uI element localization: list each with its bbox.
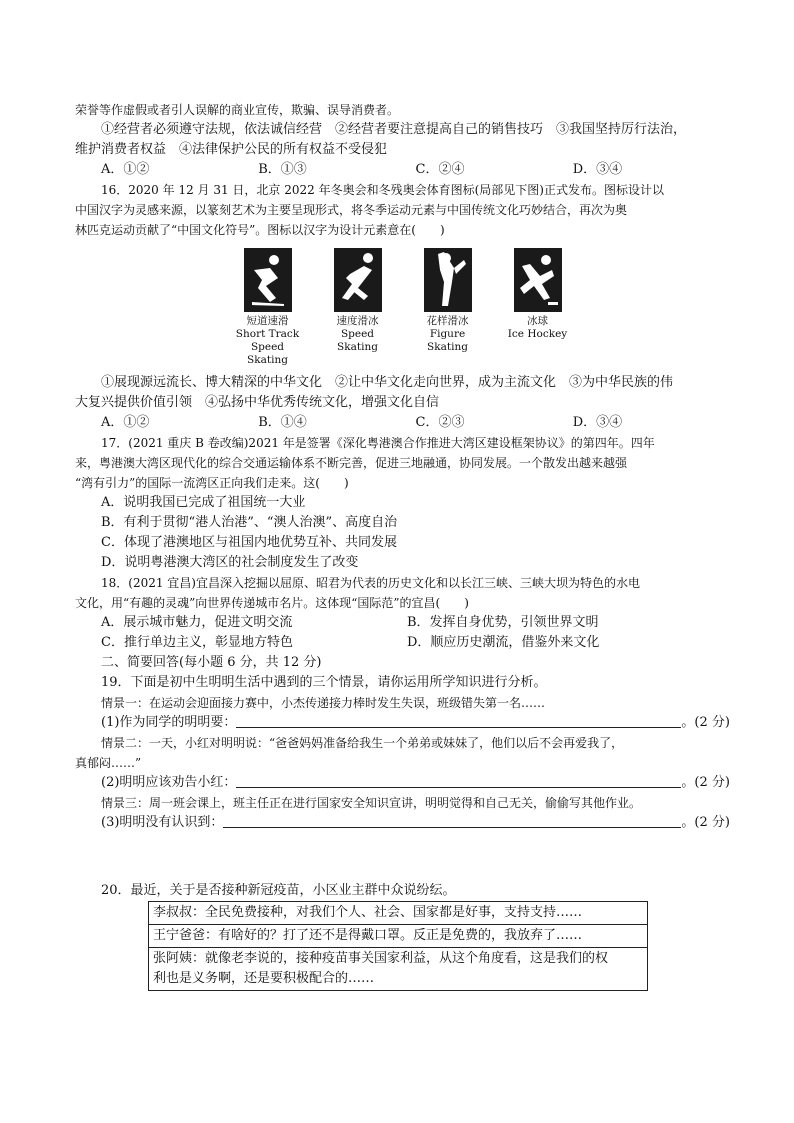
table-row xyxy=(149,925,648,948)
q19-score2: 。(2 分) xyxy=(681,775,730,790)
q15-statement-line2: 维护消费者权益 ④法律保护公民的所有权益不受侵犯 xyxy=(75,142,388,157)
q15-statement-line1: ①经营者必须遵守法规，依法诚信经营 ②经营者要注意提高自己的销售技巧 ③我国坚持厉行法治， xyxy=(101,122,687,137)
icon-label-cn: 花样滑冰 xyxy=(426,315,469,327)
q18-option-b[interactable]: B．发挥自身优势，引领世界文明 xyxy=(407,615,599,630)
table-row xyxy=(149,948,648,991)
q17-stem-line2: 来，粤港澳大湾区现代化的综合交通运输体系不断完善，促进三地融通，协同发展。一个散发出越来越强 xyxy=(75,456,628,470)
icon-label-en: Ice Hockey xyxy=(507,328,568,340)
q16-stem-line1: 16．2020 年 12 月 31 日，北京 2022 年冬奥会和冬残奥会体育图标(局部见下图)正式发布。图标设计以 xyxy=(101,183,664,197)
q17-stem-line1: 17．(2021 重庆 B 卷改编)2021 年是签署《深化粤港澳合作推进大湾区建设框架协议》的第四年。四年 xyxy=(101,436,655,450)
ice-hockey-icon xyxy=(514,248,562,312)
q15-option-c[interactable]: C．②④ xyxy=(415,162,465,177)
q18-option-c[interactable]: C．推行单边主义，彰显地方特色 xyxy=(101,635,293,650)
q16-option-c[interactable]: C．②③ xyxy=(415,415,465,430)
q19-intro: 19．下面是初中生明明生活中遇到的三个情景，请你运用所学知识进行分析。 xyxy=(101,675,547,690)
section-title: 二、简要回答(每小题 6 分，共 12 分) xyxy=(101,655,322,670)
q17-option-a[interactable]: A．说明我国已完成了祖国统一大业 xyxy=(101,495,306,510)
q19-answer-blank2[interactable] xyxy=(236,773,681,788)
q18-stem-line2: 文化，用“有趣的灵魂”向世界传递城市名片。这体现“国际范”的宜昌( ) xyxy=(75,596,469,610)
icon-label-en-2: Speed Skating xyxy=(247,341,288,366)
q16-stem-line3: 林匹克运动贡献了“中国文化符号”。图标以汉字为设计元素意在( ) xyxy=(75,223,445,237)
q19-answer-blank3[interactable] xyxy=(223,813,681,828)
q20-intro: 20．最近，关于是否接种新冠疫苗，小区业主群中众说纷纭。 xyxy=(101,883,456,898)
icon-label-cn: 短道速滑 xyxy=(246,315,289,327)
figure-skating-icon xyxy=(424,248,472,312)
pictogram-ice-hockey xyxy=(504,248,572,367)
q16-options xyxy=(75,413,730,433)
icon-label-en: Figure Skating xyxy=(427,328,468,353)
q15-option-b[interactable]: B．①③ xyxy=(258,162,307,177)
q19-score3: 。(2 分) xyxy=(681,815,730,830)
q19-scene1: 情景一：在运动会迎面接力赛中，小杰传递接力棒时发生失误，班级错失第一名…… xyxy=(101,696,546,710)
icon-label-cn: 速度滑冰 xyxy=(336,315,379,327)
pictogram-short-track xyxy=(234,248,302,367)
q19-ask1: (1)作为同学的明明要： xyxy=(101,715,237,730)
q18-option-a[interactable]: A．展示城市魅力，促进文明交流 xyxy=(101,615,293,630)
q19-answer-row1 xyxy=(75,713,730,733)
q16-statement-line2: 大复兴提供价值引领 ④弘扬中华优秀传统文化，增强文化自信 xyxy=(75,395,440,410)
table-row xyxy=(149,902,648,925)
icon-label-en: Speed Skating xyxy=(337,328,378,353)
q15-option-a[interactable]: A．①② xyxy=(101,162,150,177)
short-track-speed-skating-icon xyxy=(244,248,292,312)
q16-option-d[interactable]: D．③④ xyxy=(572,415,623,430)
q18-options-row1 xyxy=(75,613,730,633)
q15-tail-text: 荣誉等作虚假或者引人误解的商业宣传，欺骗、误导消费者。 xyxy=(75,103,400,117)
q19-scene2-line1: 情景二：一天，小红对明明说：“爸爸妈妈准备给我生一个弟弟或妹妹了，他们以后不会再爱我了， xyxy=(101,736,624,750)
dialog-row-li: 李叔叔：全民免费接种，对我们个人、社会、国家都是好事，支持支持…… xyxy=(149,902,648,925)
q19-answer-blank1[interactable] xyxy=(236,713,681,728)
q17-option-b[interactable]: B．有利于贯彻“港人治港”、“澳人治澳”、高度自治 xyxy=(101,515,398,530)
speed-skating-icon xyxy=(334,248,382,312)
q17-option-c[interactable]: C．体现了港澳地区与祖国内地优势互补、共同发展 xyxy=(101,535,397,550)
pictogram-figure-skating xyxy=(414,248,482,367)
q17-stem-line3: “湾有引力”的国际一流湾区正向我们走来。这( ) xyxy=(75,476,349,490)
q16-statement-line1: ①展现源远流长、博大精深的中华文化 ②让中华文化走向世界，成为主流文化 ③为中华民族的伟 xyxy=(101,375,674,390)
q18-stem-line1: 18．(2021 宜昌)宜昌深入挖掘以屈原、昭君为代表的历史文化和以长江三峡、三峡大坝为特色的水电 xyxy=(101,576,640,590)
icon-label-en: Short Track xyxy=(235,328,300,340)
exam-page xyxy=(75,100,730,991)
q20-dialog-table xyxy=(148,901,648,991)
dialog-row-zhang-line1: 张阿姨：就像老李说的，接种疫苗事关国家利益，从这个角度看，这是我们的权 xyxy=(153,951,609,966)
q16-option-a[interactable]: A．①② xyxy=(101,415,150,430)
dialog-row-zhang xyxy=(149,948,648,991)
q18-options-row2 xyxy=(75,633,730,653)
q16-stem-line2: 中国汉字为灵感来源，以篆刻艺术为主要呈现形式，将冬季运动元素与中国传统文化巧妙结合，再次为奥 xyxy=(75,203,628,217)
pictogram-row xyxy=(75,248,730,367)
q17-option-d[interactable]: D．说明粤港澳大湾区的社会制度发生了改变 xyxy=(101,555,359,570)
pictogram-speed-skating xyxy=(324,248,392,367)
dialog-row-zhang-line2: 利也是义务啊，还是要积极配合的…… xyxy=(153,971,375,986)
dialog-row-wang: 王宁爸爸：有啥好的？打了还不是得戴口罩。反正是免费的，我放弃了…… xyxy=(149,925,648,948)
q19-ask2: (2)明明应该劝告小红： xyxy=(101,775,237,790)
q19-score1: 。(2 分) xyxy=(681,715,730,730)
q18-option-d[interactable]: D．顺应历史潮流，借鉴外来文化 xyxy=(407,635,600,650)
q19-scene3: 情景三：周一班会课上，班主任正在进行国家安全知识宣讲，明明觉得和自己无关，偷偷写其他作业。 xyxy=(101,796,642,810)
q16-option-b[interactable]: B．①④ xyxy=(258,415,307,430)
q19-ask3: (3)明明没有认识到： xyxy=(101,815,224,830)
q15-option-d[interactable]: D．③④ xyxy=(572,162,623,177)
q19-answer-row3 xyxy=(75,813,730,833)
q15-options xyxy=(75,160,730,180)
icon-label-cn: 冰球 xyxy=(527,315,548,327)
q19-scene2-line2: 真郁闷……” xyxy=(75,756,142,770)
q19-answer-row2 xyxy=(75,773,730,793)
